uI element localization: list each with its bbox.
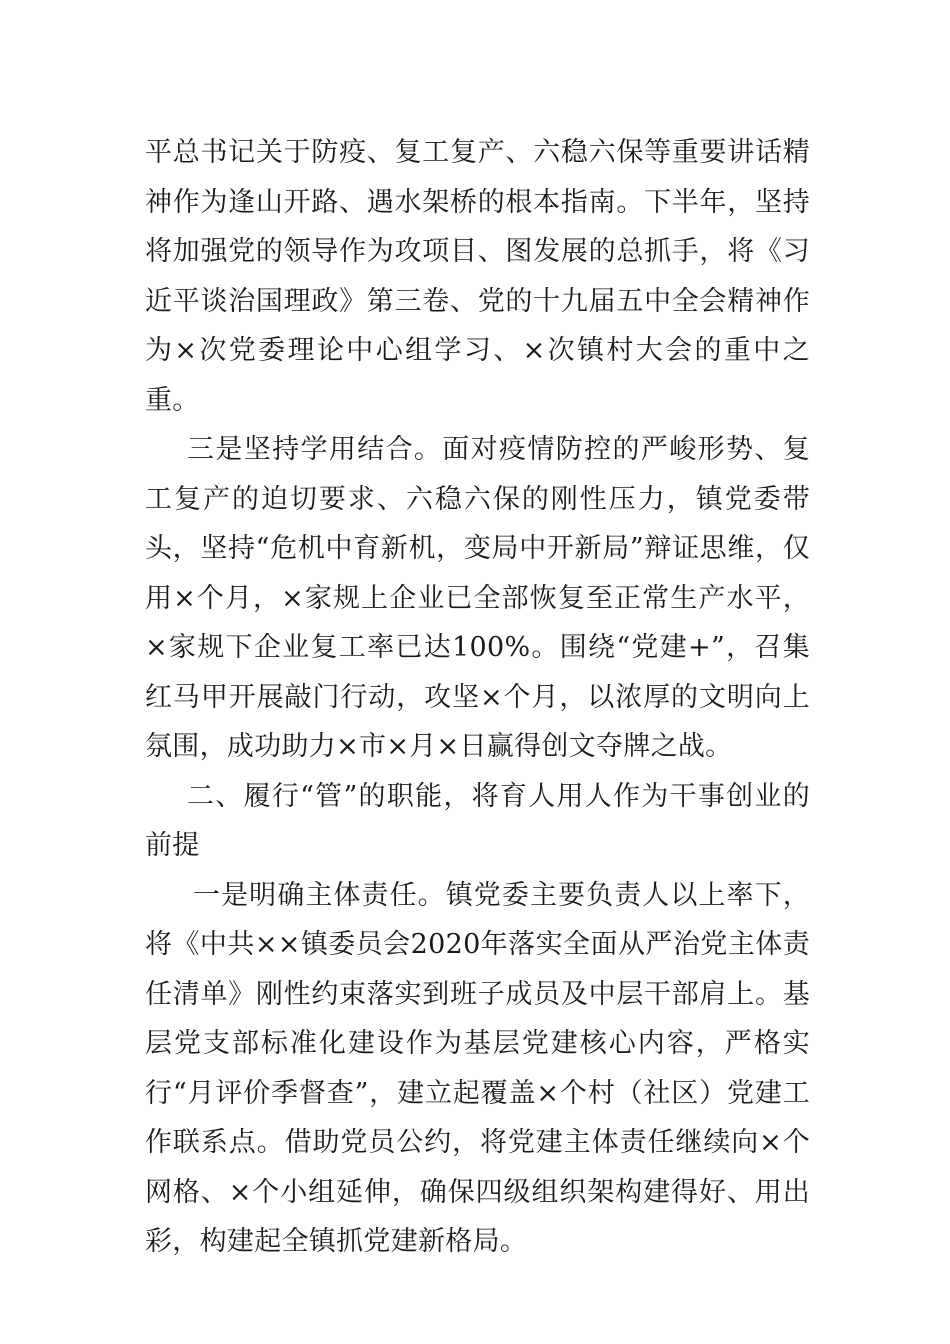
section-heading-management: 二、履行“管”的职能，将育人用人作为干事创业的前提	[145, 780, 810, 861]
paragraph-study-application: 三是坚持学用结合。面对疫情防控的严峻形势、复工复产的迫切要求、六稳六保的刚性压力，镇党委带头，坚持“危机中育新机，变局中开新局”辩证思维，仅用×个月，×家规上企业已全部恢复至正常生产水平，×家规下企业复工率已达100%。围绕“党建+”，召集红马甲开展敲门行动，攻坚×个月，以浓厚的文明向上氛围，成功助力×市×月×日赢得创文夺牌之战。	[145, 434, 810, 762]
paragraph-main-responsibility: 一是明确主体责任。镇党委主要负责人以上率下，将《中共××镇委员会2020年落实全面从严治党主体责任清单》刚性约束落实到班子成员及中层干部肩上。基层党支部标准化建设作为基层党建核心内容，严格实行“月评价季督查”，建立起覆盖×个村（社区）党建工作联系点。借助党员公约，将党建主体责任继续向×个网格、×个小组延伸，确保四级组织架构建得好、用出彩，构建起全镇抓党建新格局。	[145, 879, 810, 1257]
paragraph-continued-text: 平总书记关于防疫、复工复产、六稳六保等重要讲话精神作为逢山开路、遇水架桥的根本指南。下半年，坚持将加强党的领导作为攻项目、图发展的总抓手，将《习近平谈治国理政》第三卷、党的十九届五中全会精神作为×次党委理论中心组学习、×次镇村大会的重中之重。	[145, 137, 810, 416]
document-body	[145, 128, 810, 1267]
